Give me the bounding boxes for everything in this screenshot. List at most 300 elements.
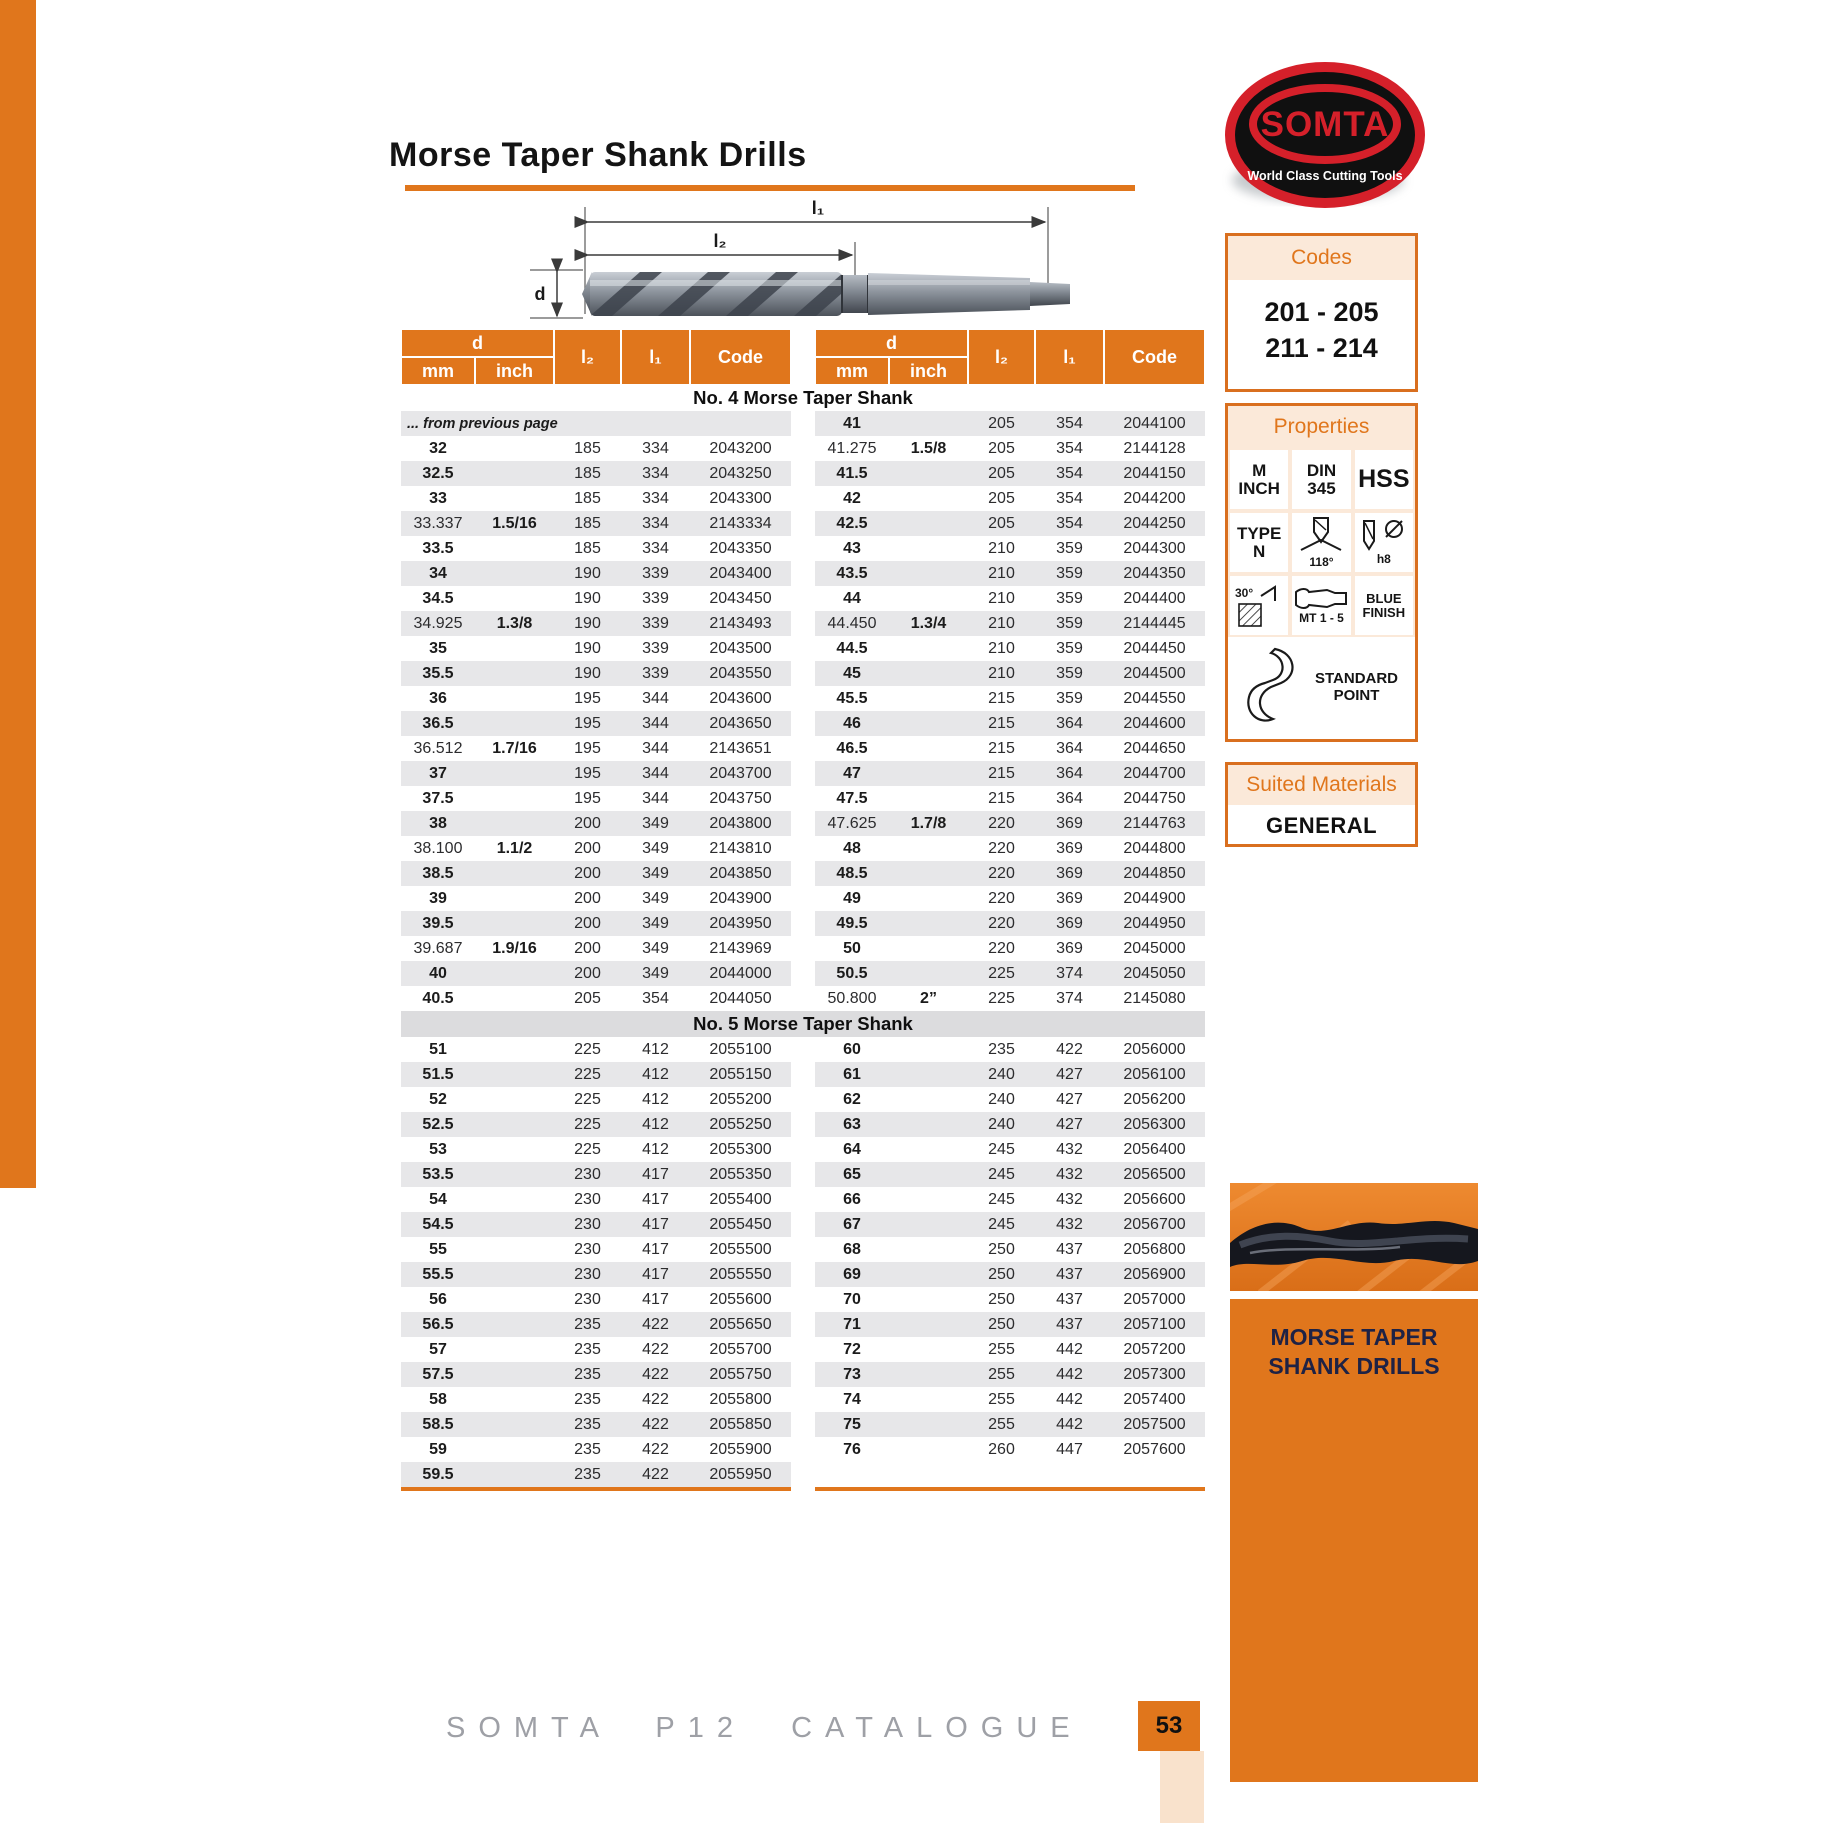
cell-l2: 235 [554,1362,621,1387]
col-header-d: d [401,329,554,357]
table-bottom-rule [401,1487,1205,1512]
table-row-cells [401,1312,791,1337]
cell-code: 2044900 [1123,889,1186,907]
table-row-cells [401,1462,791,1487]
table-gap [791,1437,815,1462]
cell-l2: 230 [574,1240,601,1258]
title-underline [405,185,1135,191]
cell-mm: 44.5 [836,639,868,657]
cell-inch [475,1162,554,1187]
table-gap [791,461,815,486]
col-header-mm: mm [401,357,475,385]
cell-inch [889,486,968,511]
property-metric-inch: M INCH [1228,448,1290,511]
cell-inch [475,1437,554,1462]
table-row-cells [401,1337,791,1362]
table-row-cells [815,736,1205,761]
cell-inch [889,461,968,486]
cell-code: 2143810 [709,839,772,857]
cell-mm: 38.100 [413,839,463,857]
cell-l1: 412 [621,1062,690,1087]
cell-inch [889,711,968,736]
cell-l1: 359 [1035,611,1104,636]
table-row-cells [401,1437,791,1462]
cell-l1: 432 [1035,1162,1104,1187]
cell-l1: 369 [1035,811,1104,836]
cell-l2: 200 [554,961,621,986]
cell-l2: 185 [574,439,601,457]
cell-mm: 64 [843,1140,861,1158]
cell-l1: 349 [621,861,690,886]
table-gap [791,661,815,686]
cell-mm: 39.5 [401,911,475,936]
cell-l2: 190 [554,611,621,636]
cell-l1: 349 [642,889,669,907]
logo-tagline: World Class Cutting Tools [1247,169,1403,183]
cell-l1: 344 [642,689,669,707]
cell-inch [889,1187,968,1212]
cell-inch [475,1287,554,1312]
table-gap [791,986,815,1011]
table-row-cells [401,936,791,961]
table-row-cells [815,1087,1205,1112]
table-row [401,561,1205,586]
table-row-cells [815,1412,1205,1437]
size-tables [401,329,1205,1512]
cell-l2: 205 [968,511,1035,536]
cell-mm: 47.5 [836,789,868,807]
cell-l2: 235 [554,1462,621,1487]
table-row-cells [815,1262,1205,1287]
table-row-cells [815,611,1205,636]
cell-inch [475,911,554,936]
cell-mm: 55 [429,1240,447,1258]
cell-mm: 43 [843,539,861,557]
cell-code: 2055800 [709,1390,772,1408]
cell-l2: 230 [574,1190,601,1208]
cell-inch [889,1337,968,1362]
cell-l1: 412 [642,1040,669,1058]
cell-mm: 55.5 [401,1262,475,1287]
cell-code: 2044200 [1123,489,1186,507]
cell-l2: 235 [574,1390,601,1408]
table-row [401,1412,1205,1437]
cell-mm: 49.5 [815,911,889,936]
table-row [401,411,1205,436]
cell-mm: 44.450 [815,611,889,636]
cell-l1: 349 [642,839,669,857]
cell-inch [475,1462,554,1487]
cell-inch [889,1262,968,1287]
cell-code: 2043450 [709,589,772,607]
cell-l2: 255 [988,1390,1015,1408]
cell-code: 2043400 [690,561,791,586]
property-material-hss: HSS [1353,448,1415,511]
cell-mm: 46.5 [836,739,868,757]
cell-l2: 205 [968,411,1035,436]
table-row-cells [815,486,1205,511]
cell-l1: 412 [642,1090,669,1108]
cell-inch [889,636,968,661]
cell-l2: 255 [968,1412,1035,1437]
cell-inch [889,1312,968,1337]
cell-inch [889,861,968,886]
cell-code: 2144128 [1123,439,1186,457]
cell-mm: 40 [401,961,475,986]
table-row-cells [815,1112,1205,1137]
table-row-cells [401,1412,791,1437]
cell-code: 2044950 [1104,911,1205,936]
cell-code: 2043200 [709,439,772,457]
cell-code: 2055700 [709,1340,772,1358]
cell-l2: 250 [968,1262,1035,1287]
cell-mm: 53 [429,1140,447,1158]
table-row-cells [401,611,791,636]
cell-l2: 230 [554,1262,621,1287]
table-row [401,811,1205,836]
cell-code: 2055950 [690,1462,791,1487]
cell-code: 2056700 [1104,1212,1205,1237]
table-row-cells [815,811,1205,836]
cell-code: 2055750 [690,1362,791,1387]
cell-mm: 65 [815,1162,889,1187]
cell-l2: 195 [574,789,601,807]
properties-box [1225,403,1418,742]
cell-l2: 200 [554,861,621,886]
cell-l1: 349 [621,961,690,986]
table-row [401,1387,1205,1412]
cell-l1: 417 [621,1212,690,1237]
cell-code: 2044750 [1123,789,1186,807]
table-row [401,461,1205,486]
cell-l1: 349 [621,811,690,836]
table-gap [791,686,815,711]
cell-code: 2055650 [690,1312,791,1337]
cell-inch [475,1387,554,1412]
cell-code: 2057000 [1123,1290,1186,1308]
table-row-cells [815,986,1205,1011]
page-number-badge: 53 [1138,1701,1200,1751]
table-gap [791,1137,815,1162]
table-gap [791,1487,815,1512]
table-gap [791,811,815,836]
table-row-cells [815,1312,1205,1337]
cell-l1: 427 [1035,1062,1104,1087]
table-gap [791,511,815,536]
table-row [401,1187,1205,1212]
table-row-cells [815,1387,1205,1412]
cell-l2: 230 [554,1162,621,1187]
cell-l1: 369 [1056,889,1083,907]
table-gap [791,1262,815,1287]
table-row-cells [815,636,1205,661]
cell-l1: 354 [642,989,669,1007]
cell-l1: 437 [1056,1240,1083,1258]
table-row [401,761,1205,786]
cell-code: 2055600 [709,1290,772,1308]
cell-mm: 34 [401,561,475,586]
cell-code: 2056000 [1123,1040,1186,1058]
table-row-cells [815,886,1205,911]
table-gap [791,761,815,786]
table-row-cells [401,1162,791,1187]
cell-code: 2143493 [690,611,791,636]
table-row [401,711,1205,736]
cell-mm: 41.5 [815,461,889,486]
table-gap [791,836,815,861]
drill-photo [1230,1183,1478,1291]
cell-code: 2044150 [1104,461,1205,486]
table-row-cells [815,1237,1205,1262]
cell-inch: 1.1/2 [496,839,533,857]
cell-mm: 41 [815,411,889,436]
cell-inch: 2” [920,989,937,1007]
d-label: d [534,284,546,304]
table-row [401,1312,1205,1337]
col-header-l1: l₁ [1035,329,1104,385]
cell-code: 2056900 [1104,1262,1205,1287]
cell-l2: 200 [574,939,601,957]
cell-code: 2055850 [690,1412,791,1437]
cell-mm: 66 [843,1190,861,1208]
cell-inch [889,586,968,611]
table-gap [791,1087,815,1112]
table-gap [791,1187,815,1212]
cell-l2: 255 [968,1362,1035,1387]
cell-inch [475,1137,554,1162]
table-row-cells [815,1062,1205,1087]
table-row-cells [401,811,791,836]
cell-mm: 72 [843,1340,861,1358]
cell-code: 2057100 [1104,1312,1205,1337]
table-gap [791,961,815,986]
cell-inch [889,836,968,861]
table-row-cells [401,586,791,611]
cell-l1: 417 [621,1162,690,1187]
table-row [401,936,1205,961]
table-row-cells [401,636,791,661]
cell-inch [475,1337,554,1362]
table-gap [791,536,815,561]
cell-inch [475,1187,554,1212]
table-gap [791,486,815,511]
cell-l2: 255 [988,1340,1015,1358]
table-row-cells [815,936,1205,961]
cell-code: 2055200 [709,1090,772,1108]
table-row-cells [815,511,1205,536]
cell-mm: 47 [815,761,889,786]
cell-inch [475,661,554,686]
cell-mm [815,1462,889,1487]
cell-l2: 210 [988,539,1015,557]
cell-mm: 32 [429,439,447,457]
table-gap [791,1387,815,1412]
cell-inch [889,511,968,536]
cell-l2: 245 [988,1190,1015,1208]
cell-l2: 215 [988,739,1015,757]
logo-wordmark: SOMTA [1260,105,1390,144]
cell-mm: 36.5 [401,711,475,736]
cell-l2: 220 [968,861,1035,886]
cell-mm: 57 [429,1340,447,1358]
table-row-cells [815,1037,1205,1062]
cell-l1: 374 [1056,989,1083,1007]
table-row [401,1212,1205,1237]
table-gap [791,411,815,436]
table-row-cells [401,1137,791,1162]
cell-l2: 205 [988,489,1015,507]
cell-l2: 200 [554,911,621,936]
col-header-inch: inch [889,357,968,385]
cell-code: 2055150 [690,1062,791,1087]
cell-code: 2044300 [1123,539,1186,557]
table-row [401,536,1205,561]
cell-l2: 210 [968,561,1035,586]
cell-l1: 364 [1056,739,1083,757]
table-row-cells [401,1212,791,1237]
cell-l1: 349 [642,939,669,957]
table-row-cells [815,711,1205,736]
cell-mm: 35.5 [401,661,475,686]
table-row-cells [401,661,791,686]
cell-inch [475,561,554,586]
cell-inch [889,1212,968,1237]
cell-mm: 33.337 [401,511,475,536]
table-row-cells [401,1112,791,1137]
cell-inch [475,1212,554,1237]
col-header-l2: l₂ [554,329,621,385]
cell-inch [475,1362,554,1387]
cell-mm: 45.5 [836,689,868,707]
properties-box-title: Properties [1228,406,1415,448]
table-row-cells [401,736,791,761]
cell-l1: 339 [642,589,669,607]
table-row-cells [815,661,1205,686]
cell-l2: 210 [968,611,1035,636]
cell-l2: 220 [968,811,1035,836]
cell-mm: 34.925 [401,611,475,636]
cell-inch [475,1087,554,1112]
property-point-angle-cell: 118° [1290,511,1352,574]
cell-mm: 47.625 [815,811,889,836]
section-title: No. 5 Morse Taper Shank [401,1011,1205,1037]
table-row-cells [815,561,1205,586]
cell-mm: 59.5 [401,1462,475,1487]
cell-inch [889,1237,968,1262]
table-row-cells [815,761,1205,786]
cell-inch [889,1112,968,1137]
table-row [401,436,1205,461]
cell-code: 2144445 [1104,611,1205,636]
cell-inch [475,1312,554,1337]
cell-inch [889,761,968,786]
cell-code: 2044350 [1104,561,1205,586]
cell-l2: 220 [988,889,1015,907]
cell-code: 2143651 [709,739,772,757]
cell-l2: 205 [988,439,1015,457]
table-gap [791,636,815,661]
table-gap [791,1037,815,1062]
table-gap [791,1462,815,1487]
cell-code: 2056200 [1123,1090,1186,1108]
cell-code: 2055550 [690,1262,791,1287]
cell-l1: 359 [1056,589,1083,607]
cell-l1: 422 [621,1312,690,1337]
cell-inch [475,536,554,561]
cell-code: 2044550 [1123,689,1186,707]
cell-code: 2043750 [709,789,772,807]
cell-l1: 422 [642,1440,669,1458]
table-row [401,961,1205,986]
cell-mm: 76 [843,1440,861,1458]
cell-mm: 59 [429,1440,447,1458]
drill-diagram-graphic [470,192,1110,337]
cell-code: 2044000 [690,961,791,986]
cell-code: 2144763 [1104,811,1205,836]
table-row [401,1437,1205,1462]
cell-code: 2043700 [690,761,791,786]
cell-l1: 442 [1056,1340,1083,1358]
cell-l1: 364 [1056,789,1083,807]
morse-taper-icon [1293,586,1349,612]
table-row-cells [401,486,791,511]
cell-l2: 225 [574,1040,601,1058]
cell-l2: 250 [988,1240,1015,1258]
cell-l1: 339 [621,661,690,686]
cell-l1: 432 [1056,1190,1083,1208]
codes-box-title: Codes [1228,236,1415,280]
cell-inch [889,661,968,686]
cell-l1: 349 [621,911,690,936]
cell-l1: 359 [1056,689,1083,707]
cell-inch [889,1287,968,1312]
cell-code: 2043250 [690,461,791,486]
side-panel-caption: MORSE TAPER SHANK DRILLS [1268,1324,1440,1379]
cell-inch [475,1262,554,1287]
table-row-cells [815,1337,1205,1362]
table-row [401,1087,1205,1112]
table-row-cells [815,1162,1205,1187]
cell-l1: 344 [642,789,669,807]
cell-inch [475,686,554,711]
cell-mm: 37 [401,761,475,786]
cell-mm: 75 [815,1412,889,1437]
cell-inch: 1.3/8 [475,611,554,636]
table-row-cells [815,411,1205,436]
cell-inch [889,961,968,986]
cell-inch [475,461,554,486]
table-row-cells [401,511,791,536]
cell-mm: 50.800 [827,989,877,1007]
cell-mm: 71 [815,1312,889,1337]
table-row [401,1112,1205,1137]
table-gap [791,1362,815,1387]
standard-point-icon [1241,645,1303,729]
cell-mm: 74 [843,1390,861,1408]
cell-l1: 417 [621,1262,690,1287]
cell-code: 2044700 [1104,761,1205,786]
cell-mm: 33 [429,489,447,507]
cell-inch [475,486,554,511]
table-row-cells [815,911,1205,936]
cell-inch [889,1087,968,1112]
cell-code: 2055350 [690,1162,791,1187]
table-row-cells [401,1187,791,1212]
cell-l1: 442 [1035,1412,1104,1437]
codes-range-1: 201 - 205 [1264,297,1379,327]
cell-l2: 235 [554,1312,621,1337]
table-row-cells [401,761,791,786]
